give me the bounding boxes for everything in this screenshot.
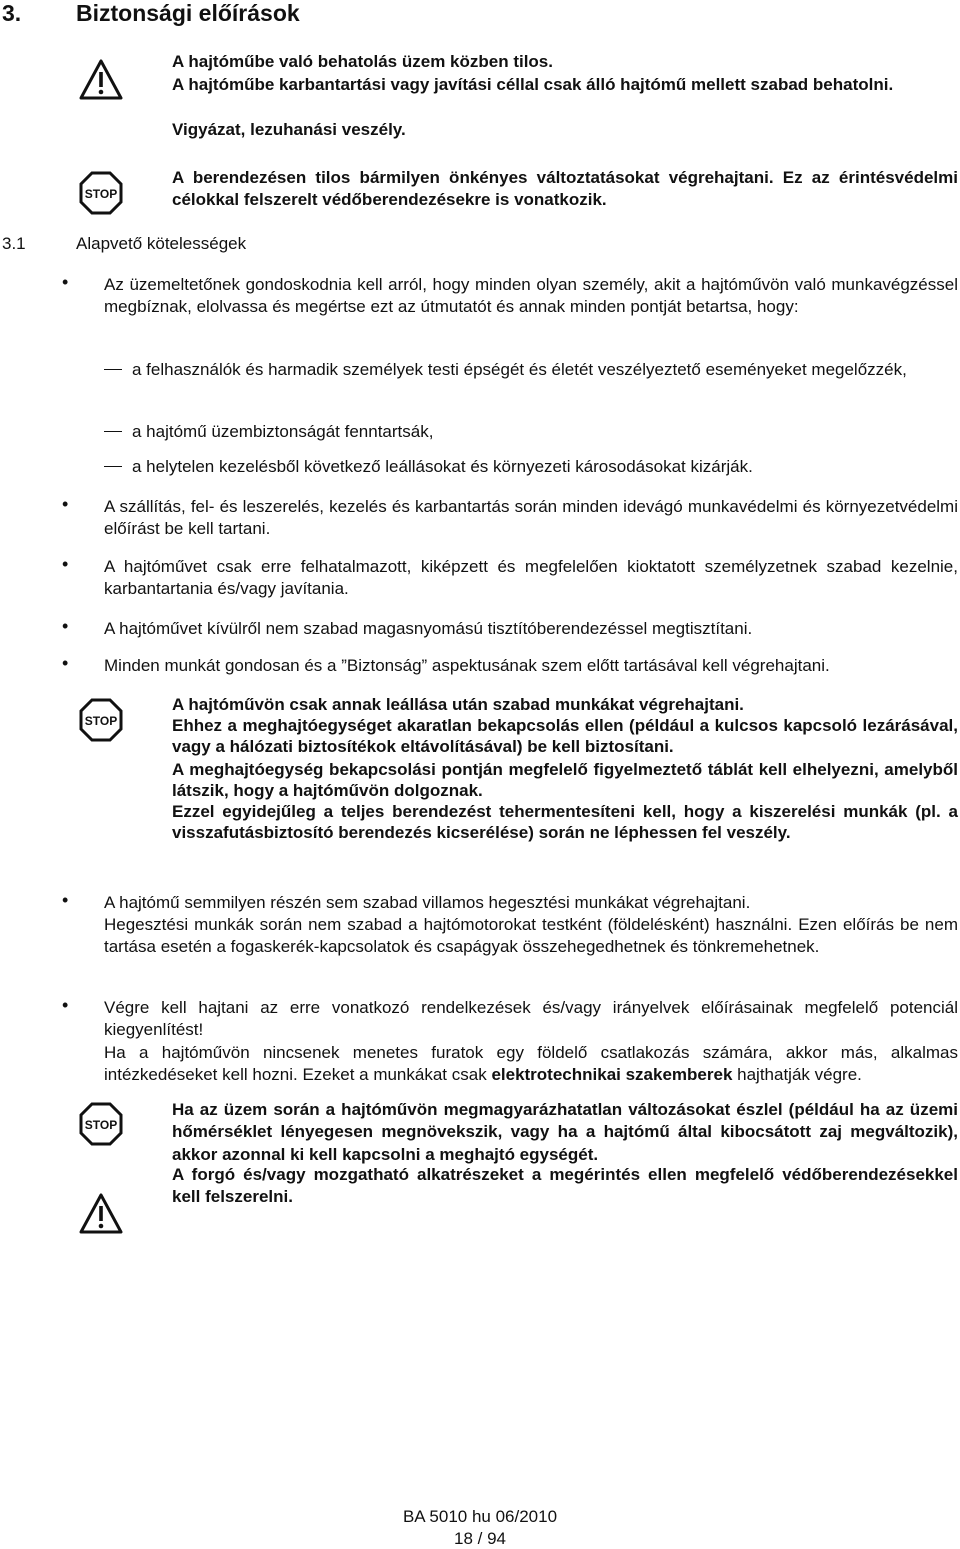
bullet-dot: • bbox=[62, 616, 69, 636]
bullet-dot: • bbox=[62, 554, 69, 574]
stop-sign-icon bbox=[79, 171, 123, 215]
dash-marker bbox=[104, 369, 122, 370]
bullet-7-para-2 bbox=[104, 1042, 958, 1087]
bullet-7-text-end: hajthatják végre. bbox=[732, 1065, 862, 1085]
dash-1-text: a felhasználók és harmadik személyek testi épségét és életét veszélyeztető eseményeket megelőzzék, bbox=[132, 360, 907, 379]
bullet-dot: • bbox=[62, 890, 69, 910]
warning-triangle-icon bbox=[79, 1192, 123, 1236]
warning-triangle-icon bbox=[79, 58, 123, 102]
stop-1-text: A berendezésen tilos bármilyen önkényes változtatásokat végrehajtani. Ez az érintésvédelmi célokkal felszerelt védőberendezésekre is vonatkozik. bbox=[172, 168, 958, 210]
bullet-1-text: Az üzemeltetőnek gondoskodnia kell arról, hogy minden olyan személy, akit a hajtóművön való munkavégzéssel megbíznak, elolvassa és megértse ezt az útmutatót és annak minden pontját betartsa, hogy: bbox=[104, 275, 958, 317]
dash-2-text: a hajtómű üzembiztonságát fenntartsák, bbox=[132, 422, 434, 441]
subsection-number: 3.1 bbox=[2, 234, 26, 253]
bullet-7-text-bold: elektrotechnikai szakemberek bbox=[491, 1065, 733, 1085]
bullet-4-text: A hajtóművet kívülről nem szabad magasnyomású tisztítóberendezéssel megtisztítani. bbox=[104, 619, 753, 638]
bullet-3-text: A hajtóművet csak erre felhatalmazott, kiképzett és megfelelően kioktatott személyzetnek szabad kezelnie, karbantartania és/vagy javítania. bbox=[104, 557, 958, 599]
stop-sign-icon bbox=[79, 698, 123, 742]
bullet-dot: • bbox=[62, 995, 69, 1015]
bullet-5-text: Minden munkát gondosan és a ”Biztonság” aspektusának szem előtt tartásával kell végrehajtani. bbox=[104, 656, 830, 675]
bullet-dot: • bbox=[62, 494, 69, 514]
warning-2-text: A forgó és/vagy mozgatható alkatrészeket a megérintés ellen megfelelő védőberendezésekkel kell felszerelni. bbox=[172, 1165, 958, 1207]
stop-2-para-1: A hajtóművön csak annak leállása után szabad munkákat végrehajtani. bbox=[172, 695, 744, 714]
bullet-dot: • bbox=[62, 272, 69, 292]
subsection-title: Alapvető kötelességek bbox=[76, 234, 247, 253]
bullet-6-para-2: Hegesztési munkák során nem szabad a hajtómotorokat testként (földelésként) használni. Ezen előírás be nem tartása esetén a fogaskerék-kapcsolatok és csapágyak összehegedhetnek és tönkremehetnek. bbox=[104, 915, 958, 957]
stop-label: STOP bbox=[84, 714, 118, 728]
warning-1-line-3: Vigyázat, lezuhanási veszély. bbox=[172, 120, 406, 139]
warning-1-line-1: A hajtóműbe való behatolás üzem közben tilos. bbox=[172, 52, 553, 71]
stop-sign-icon bbox=[79, 1102, 123, 1146]
bullet-2-text: A szállítás, fel- és leszerelés, kezelés és karbantartás során minden idevágó munkavédelmi és környezetvédelmi előírást be kell tartani. bbox=[104, 497, 958, 539]
stop-2-para-4: Ezzel egyidejűleg a teljes berendezést tehermentesíteni kell, hogy a kiszerelési munkák (pl. a visszafutásbiztosító berendezés kicserélése) során ne léphessen fel veszély. bbox=[172, 802, 958, 842]
footer-page-number: 18 / 94 bbox=[454, 1529, 506, 1548]
dash-marker bbox=[104, 466, 122, 467]
bullet-dot: • bbox=[62, 653, 69, 673]
section-number: 3. bbox=[2, 0, 22, 26]
stop-2-para-2: Ehhez a meghajtóegységet akaratlan bekapcsolás ellen (például a kulcsos kapcsoló lezárásával, vagy a hálózati biztosítékok eltávolításával) be kell biztosítani. bbox=[172, 716, 958, 756]
stop-label: STOP bbox=[84, 187, 118, 201]
bullet-7-para-1: Végre kell hajtani az erre vonatkozó rendelkezések és/vagy irányelvek előírásainak megfelelő potenciál kiegyenlítést! bbox=[104, 998, 958, 1040]
dash-marker bbox=[104, 431, 122, 432]
dash-3-text: a helytelen kezelésből következő leállásokat és környezeti károsodásokat kizárják. bbox=[132, 457, 753, 476]
stop-label: STOP bbox=[84, 1118, 118, 1132]
footer-doc-id: BA 5010 hu 06/2010 bbox=[402, 1507, 558, 1526]
stop-2-para-3: A meghajtóegység bekapcsolási pontján megfelelő figyelmeztető táblát kell elhelyezni, amelyből látszik, hogy a hajtóművön dolgoznak. bbox=[172, 760, 958, 800]
bullet-7-text-start: Ha a hajtóművön nincsenek menetes furatok egy földelő csatlakozás számára, akkor más, alkalmas intézkedéseket kell hozni. Ezeket a munkákat csak bbox=[104, 1043, 958, 1085]
stop-3-text: Ha az üzem során a hajtóművön megmagyarázhatatlan változásokat észlel (például ha az üzemi hőmérséklet lényegesen megnövekszik, vagy ha a hajtómű által kibocsátott zaj megváltozik), akkor azonnal ki kell kapcsolni a meghajtó egységét. bbox=[172, 1100, 958, 1164]
warning-1-line-2: A hajtóműbe karbantartási vagy javítási céllal csak álló hajtómű mellett szabad behatolni. bbox=[172, 75, 894, 94]
bullet-6-line-1: A hajtómű semmilyen részén sem szabad villamos hegesztési munkákat végrehajtani. bbox=[104, 893, 751, 912]
section-title: Biztonsági előírások bbox=[76, 0, 300, 26]
